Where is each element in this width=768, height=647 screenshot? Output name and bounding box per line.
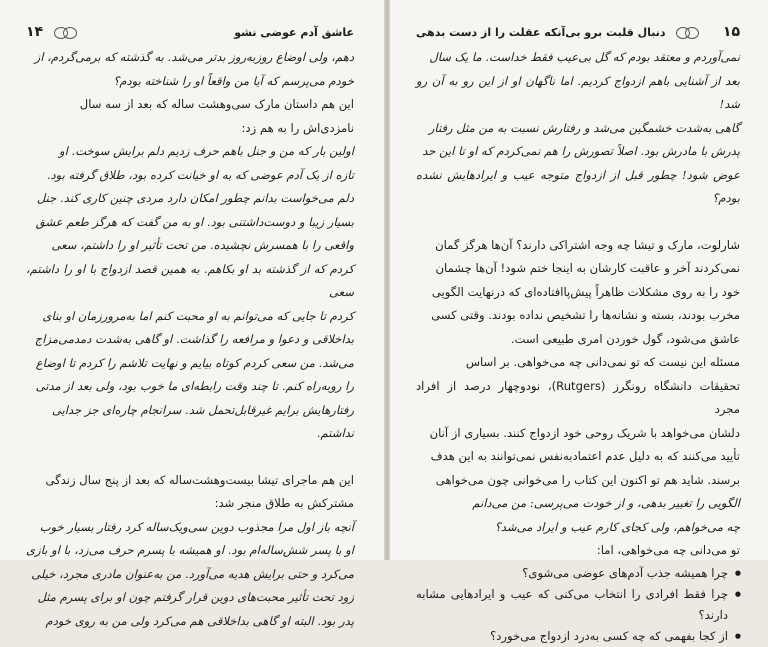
right-running-title: دنبال قلبت برو بی‌آنکه عقلت را از دست بدهی — [416, 25, 666, 39]
text-line: تحقیقات دانشگاه رونگرز (Rutgers)، نودوچهار درصد از افراد مجرد — [416, 378, 740, 416]
text-line: اولین بار که من و جنل باهم حرف زدیم دلم برایش سوخت. او — [59, 144, 354, 158]
text-line: نمی‌کردند آخر و عاقبت کارشان به اینجا ختم شود! آن‌ها چشمان — [435, 261, 740, 275]
text-line: این هم ماجرای تیشا بیست‌وهشت‌ساله که بعد از پنج سال زندگی — [45, 472, 354, 487]
text-line: رفتارهایش برایم غیرقابل‌تحمل شد. سرانجام چاره‌ای جز جدایی — [51, 402, 354, 417]
left-page — [0, 0, 384, 628]
text-line: مخرب بودند، بسته و نشانه‌ها را تشخیص نداده بودند. وقتی کسی — [431, 308, 740, 322]
text-line: این هم داستان مارک سی‌وهشت ساله که بعد از سه سال — [79, 97, 354, 111]
text-line: مسئله این نیست که تو نمی‌دانی چه می‌خواهی. بر اساس — [465, 355, 740, 369]
text-line: بداخلاقی و دعوا و مرافعه را گذاشت. او گاهی به‌شدت دمدمی‌مزاج — [34, 332, 354, 346]
text-line: الگویی را تغییر بدهی، و از خودت می‌پرسی: من می‌دانم — [472, 496, 740, 510]
text-line: چه می‌خواهم، ولی کجای کارم عیب و ایراد می‌شد؟ — [494, 519, 740, 534]
bullet-intro: تو می‌دانی چه می‌خواهی، اما: — [596, 543, 740, 557]
text-line: عوض شود! چطور قبل از ازدواج متوجه عیب و ایرادهایش نشده بودم؟ — [416, 167, 740, 205]
text-line: را روبه‌راه کنم. تا چند وقت رابطه‌ای ما خوب بود، ولی بعد از مدتی — [35, 379, 354, 393]
question-item: ● چرا همیشه جذب آدم‌های عوضی می‌شوی؟ — [416, 563, 728, 584]
text-line: شارلوت، مارک و تیشا چه وجه اشتراکی دارند؟ آن‌ها هرگز گمان — [435, 237, 740, 252]
text-line: بعد از آشنایی باهم ازدواج کردیم. اما ناگهان او از این رو به آن رو شد! — [416, 73, 740, 111]
right-page-header — [416, 22, 740, 42]
text-line: کردم تا جایی که می‌توانم به او محبت کنم اما به‌مرورزمان او بنای — [42, 308, 354, 323]
left-body-top — [26, 46, 354, 446]
text-line: نداشتم. — [316, 426, 354, 440]
left-running-title: عاشق آدم عوضی نشو — [234, 25, 354, 39]
left-page-number: ۱۴ — [26, 24, 44, 40]
left-page-header — [26, 22, 354, 42]
text-line: دلشان می‌خواهد با شریک روحی خود ازدواج کنند. بسیاری از آنان — [429, 425, 740, 440]
text-line: تأیید می‌کنند که به دلیل عدم اعتمادبه‌نفس نمی‌توانند به این هدف — [430, 449, 740, 463]
rings-ornament-icon — [675, 27, 701, 39]
text-line: واقعی را با همسرش نچشیده. من تحت تأثیر او را داشتم، سعی — [51, 238, 354, 252]
text-line: زود تحت تأثیر محبت‌های دوین قرار گرفتم چون او برای پسرم مثل — [37, 590, 354, 604]
text-line: پدر بود. البته او گاهی بداخلاقی هم می‌کرد ولی من به روی خودم — [45, 613, 354, 628]
text-line: تازه از یک آدم عوضی که به او خیانت کرده بود، طلاق گرفته بود. — [46, 167, 354, 182]
text-line: می‌کرد و حتی برایش هدیه می‌آورد. من به‌عنوان مادری مجرد، خیلی — [31, 566, 354, 581]
text-line: نامزدی‌اش را به هم زد: — [241, 120, 354, 135]
text-line: دلم می‌خواست بدانم چطور امکان دارد مردی چنین کاری کند. جنل — [36, 191, 354, 205]
question-item: ● از کجا بفهمی که چه کسی به‌درد ازدواج می‌خورد؟ — [416, 626, 728, 647]
text-line: خود را به روی مشکلات ظاهراً پیش‌پاافتاده‌ای که درنهایت الگویی — [431, 284, 740, 299]
text-line: می‌شد. من سعی کردم کوتاه بیایم و نهایت تلاشم را کردم تا اوضاع — [35, 355, 354, 370]
left-body-bottom — [26, 469, 354, 634]
text-line: عاشق می‌شود، گول خوردن امری طبیعی است. — [510, 331, 740, 346]
right-page — [390, 0, 768, 643]
text-line: آنچه باز اول مرا مجذوب دوین سی‌ویک‌ساله کرد رفتار بسیار خوب — [39, 519, 354, 534]
text-line: بسیار زیبا و دوست‌داشتنی بود. او به من گفت که هرگز طعم عشق — [35, 214, 354, 229]
right-page-number: ۱۵ — [722, 24, 740, 40]
text-line: او با پسر شش‌ساله‌ام بود. او همیشه با پسرم حرف می‌زد، با او بازی — [26, 543, 354, 557]
text-line: برسند. شاید هم تو اکنون این کتاب را می‌خوانی چون می‌خواهی — [435, 472, 740, 487]
right-body-bottom — [416, 234, 740, 540]
text-line: خودم می‌پرسم که آیا من واقعاً او را شناخته بودم؟ — [113, 73, 354, 88]
text-line: دهم، ولی اوضاع روزبه‌روز بدتر می‌شد. به گذشته که برمی‌گردم، از — [34, 50, 354, 64]
question-item: ● چرا فقط افرادی را انتخاب می‌کنی که عیب و ایرادهایی مشابه دارند؟ — [416, 584, 728, 626]
text-line: گاهی به‌شدت خشمگین می‌شد و رفتارش نسبت به من مثل رفتار — [428, 120, 740, 135]
text-line: پدرش با مادرش بود. اصلاً تصورش را هم نمی‌کردم که او تا این حد — [422, 144, 740, 158]
text-line: نمی‌آوردم و معتقد بودم که گل بی‌عیب فقط خداست. ما یک سال — [429, 50, 740, 64]
question-list — [416, 563, 740, 647]
right-body-top — [416, 46, 740, 211]
text-line: مشترکش به طلاق منجر شد: — [214, 496, 354, 510]
rings-ornament-icon — [53, 27, 79, 39]
text-line: کردم که از گذشته بد او بکاهم. به همین قصد ازدواج با او را داشتم، سعی — [26, 261, 354, 299]
